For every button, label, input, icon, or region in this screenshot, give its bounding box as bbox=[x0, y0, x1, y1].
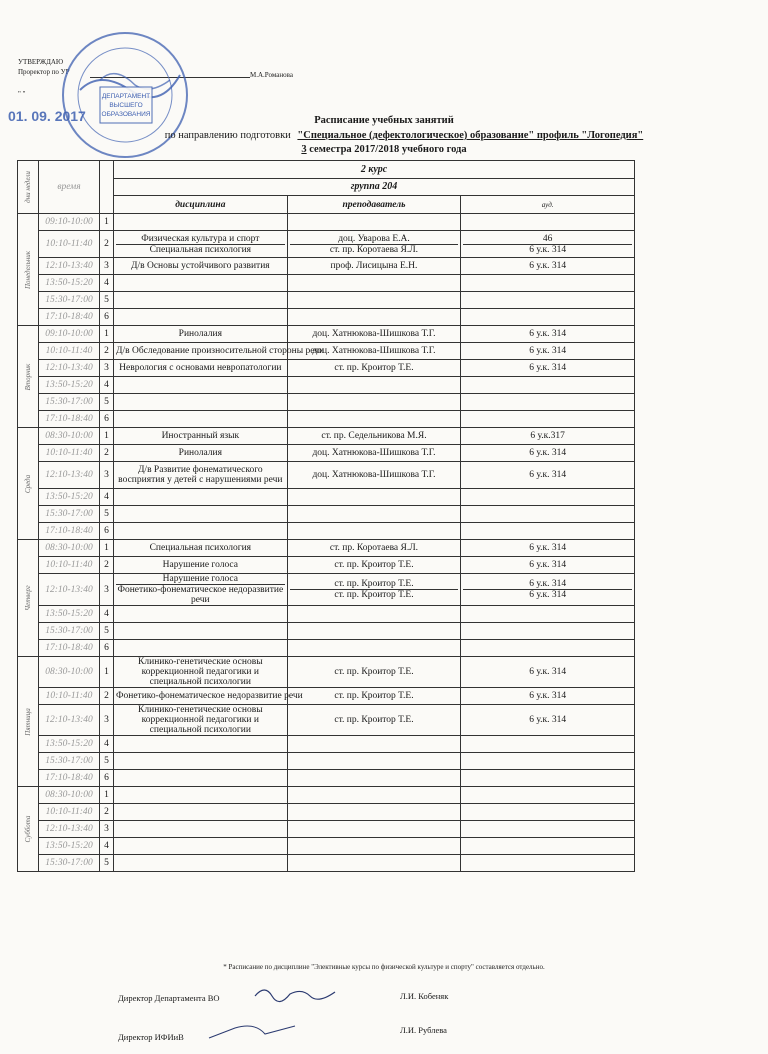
pair-number: 1 bbox=[100, 657, 114, 688]
time-cell: 10:10-11:40 bbox=[39, 231, 100, 258]
room-cell bbox=[461, 523, 635, 540]
table-row bbox=[18, 275, 635, 292]
time-cell: 12:10-13:40 bbox=[39, 462, 100, 489]
discipline-cell bbox=[114, 540, 288, 557]
room-cell bbox=[461, 462, 635, 489]
table-row bbox=[18, 377, 635, 394]
room-cell-text: 6 у.к. 314 bbox=[529, 448, 567, 458]
room-cell bbox=[461, 623, 635, 640]
pair-number: 2 bbox=[100, 231, 114, 258]
pair-number: 3 bbox=[100, 705, 114, 736]
teacher-cell bbox=[287, 574, 461, 606]
time-cell: 13:50-15:20 bbox=[39, 838, 100, 855]
semester-number: 3 bbox=[301, 144, 307, 155]
teacher-cell bbox=[287, 445, 461, 462]
room-cell-text: 6 у.к. 314 bbox=[529, 667, 567, 677]
room-cell-text-2: 6 у.к. 314 bbox=[463, 589, 632, 600]
table-row bbox=[18, 705, 635, 736]
teacher-cell bbox=[287, 258, 461, 275]
table-row bbox=[18, 394, 635, 411]
pair-number: 1 bbox=[100, 214, 114, 231]
room-cell-text: 6 у.к. 314 bbox=[529, 691, 567, 701]
time-cell: 13:50-15:20 bbox=[39, 377, 100, 394]
table-row bbox=[18, 557, 635, 574]
room-cell bbox=[461, 557, 635, 574]
teacher-cell bbox=[287, 394, 461, 411]
room-cell bbox=[461, 804, 635, 821]
teacher-cell-text: доц. Хатнюкова-Шишкова Т.Г. bbox=[312, 329, 436, 339]
room-cell-text: 6 у.к. 314 bbox=[529, 579, 567, 589]
time-cell: 09:10-10:00 bbox=[39, 326, 100, 343]
discipline-cell bbox=[114, 394, 288, 411]
day-cell: Суббота bbox=[18, 787, 39, 872]
room-cell-text: 6 у.к. 314 bbox=[529, 261, 567, 271]
teacher-cell bbox=[287, 292, 461, 309]
table-row bbox=[18, 231, 635, 258]
date-mark: " " bbox=[18, 90, 26, 98]
room-cell bbox=[461, 394, 635, 411]
teacher-cell-text: ст. пр. Седельникова М.Я. bbox=[321, 431, 427, 441]
teacher-cell bbox=[287, 657, 461, 688]
time-cell: 15:30-17:00 bbox=[39, 292, 100, 309]
time-cell: 13:50-15:20 bbox=[39, 736, 100, 753]
pair-number: 2 bbox=[100, 557, 114, 574]
pair-number: 1 bbox=[100, 326, 114, 343]
table-row bbox=[18, 821, 635, 838]
table-row bbox=[18, 445, 635, 462]
table-row bbox=[18, 623, 635, 640]
room-cell bbox=[461, 688, 635, 705]
discipline-cell-text: Специальная психология bbox=[149, 543, 252, 553]
discipline-cell bbox=[114, 214, 288, 231]
prorector-name: М.А.Романова bbox=[250, 71, 293, 79]
discipline-cell bbox=[114, 855, 288, 872]
table-row bbox=[18, 506, 635, 523]
table-row bbox=[18, 309, 635, 326]
room-cell bbox=[461, 428, 635, 445]
time-cell: 10:10-11:40 bbox=[39, 688, 100, 705]
discipline-cell bbox=[114, 804, 288, 821]
teacher-cell-text: доц. Хатнюкова-Шишкова Т.Г. bbox=[312, 470, 436, 480]
stamp-line-2: ВЫСШЕГО bbox=[109, 102, 143, 109]
room-cell bbox=[461, 606, 635, 623]
time-cell: 12:10-13:40 bbox=[39, 258, 100, 275]
pair-number: 5 bbox=[100, 753, 114, 770]
time-cell: 13:50-15:20 bbox=[39, 606, 100, 623]
discipline-cell-text: Нарушение голоса bbox=[162, 574, 238, 584]
group-label: группа 204 bbox=[114, 178, 635, 196]
approve-label: УТВЕРЖДАЮ bbox=[18, 58, 64, 66]
pair-number: 5 bbox=[100, 855, 114, 872]
discipline-cell bbox=[114, 787, 288, 804]
pair-number: 2 bbox=[100, 445, 114, 462]
table-row bbox=[18, 688, 635, 705]
teacher-cell bbox=[287, 309, 461, 326]
room-cell bbox=[461, 753, 635, 770]
discipline-cell bbox=[114, 428, 288, 445]
teacher-cell-text: проф. Лисицына Е.Н. bbox=[330, 261, 418, 271]
table-row bbox=[18, 540, 635, 557]
discipline-cell-text: Клинико-генетические основы коррекционной педагогики и специальной психологии bbox=[138, 705, 263, 735]
discipline-cell-text-2: Фонетико-фонематическое недоразвитие речи bbox=[117, 585, 284, 605]
pair-number: 6 bbox=[100, 309, 114, 326]
teacher-cell bbox=[287, 640, 461, 657]
room-cell bbox=[461, 377, 635, 394]
teacher-cell bbox=[287, 214, 461, 231]
room-cell bbox=[461, 309, 635, 326]
teacher-cell-text-2: ст. пр. Кроитор Т.Е. bbox=[290, 589, 459, 600]
room-cell bbox=[461, 292, 635, 309]
schedule-table bbox=[17, 160, 635, 872]
table-row bbox=[18, 343, 635, 360]
teacher-cell-text: доц. Хатнюкова-Шишкова Т.Г. bbox=[312, 448, 436, 458]
discipline-cell bbox=[114, 838, 288, 855]
schedule-title: Расписание учебных занятий bbox=[314, 115, 454, 126]
teacher-cell-text: ст. пр. Кроитор Т.Е. bbox=[334, 715, 414, 725]
pair-number: 2 bbox=[100, 688, 114, 705]
teacher-cell bbox=[287, 804, 461, 821]
time-cell: 10:10-11:40 bbox=[39, 804, 100, 821]
discipline-cell bbox=[114, 377, 288, 394]
discipline-cell bbox=[114, 688, 303, 705]
discipline-cell bbox=[114, 523, 288, 540]
day-cell: Вторник bbox=[18, 326, 39, 428]
table-row bbox=[18, 360, 635, 377]
teacher-cell-text: ст. пр. Коротаева Я.Л. bbox=[329, 543, 419, 553]
discipline-cell bbox=[114, 821, 288, 838]
pair-number: 1 bbox=[100, 428, 114, 445]
teacher-cell bbox=[287, 411, 461, 428]
pair-number: 3 bbox=[100, 821, 114, 838]
teacher-cell bbox=[287, 231, 461, 258]
footnote: * Расписание по дисциплине "Элективные курсы по физической культуре и спорту" составляется отдельно. bbox=[223, 963, 545, 971]
teacher-cell bbox=[287, 606, 461, 623]
head-time: время bbox=[39, 161, 100, 214]
time-cell: 15:30-17:00 bbox=[39, 855, 100, 872]
time-cell: 15:30-17:00 bbox=[39, 506, 100, 523]
time-cell: 13:50-15:20 bbox=[39, 275, 100, 292]
table-row bbox=[18, 804, 635, 821]
time-cell: 08:30-10:00 bbox=[39, 540, 100, 557]
course-label: 2 курс bbox=[114, 161, 635, 179]
discipline-cell bbox=[114, 770, 288, 787]
room-cell bbox=[461, 258, 635, 275]
room-cell bbox=[461, 574, 635, 606]
table-row bbox=[18, 838, 635, 855]
time-cell: 17:10-18:40 bbox=[39, 640, 100, 657]
discipline-cell-text: Ринолалия bbox=[178, 329, 222, 339]
teacher-cell bbox=[287, 688, 461, 705]
time-cell: 13:50-15:20 bbox=[39, 489, 100, 506]
room-cell-text: 46 bbox=[542, 233, 553, 244]
room-cell-text: 6 у.к. 314 bbox=[529, 470, 567, 480]
director1-title: Директор Департамента ВО bbox=[118, 993, 220, 1003]
discipline-cell-text-2: Специальная психология bbox=[116, 244, 285, 255]
pair-number: 4 bbox=[100, 736, 114, 753]
table-row bbox=[18, 523, 635, 540]
discipline-cell bbox=[114, 258, 288, 275]
discipline-cell-text: Д/в Основы устойчивого развития bbox=[130, 261, 270, 271]
room-cell bbox=[461, 540, 635, 557]
room-cell bbox=[461, 821, 635, 838]
room-cell bbox=[461, 787, 635, 804]
discipline-cell bbox=[114, 326, 288, 343]
time-cell: 10:10-11:40 bbox=[39, 445, 100, 462]
discipline-cell-text: Клинико-генетические основы коррекционной педагогики и специальной психологии bbox=[138, 657, 263, 687]
pair-number: 2 bbox=[100, 343, 114, 360]
discipline-cell bbox=[114, 231, 288, 258]
time-cell: 08:30-10:00 bbox=[39, 787, 100, 804]
teacher-cell-text: ст. пр. Кроитор Т.Е. bbox=[334, 579, 414, 589]
time-cell: 12:10-13:40 bbox=[39, 574, 100, 606]
director1-name: Л.И. Кобеняк bbox=[400, 991, 449, 1001]
discipline-cell-text: Фонетико-фонематическое недоразвитие речи bbox=[116, 691, 303, 701]
table-row bbox=[18, 640, 635, 657]
teacher-cell bbox=[287, 787, 461, 804]
table-row bbox=[18, 258, 635, 275]
discipline-cell-text: Д/в Обследование произносительной стороны речи bbox=[116, 346, 325, 356]
room-cell bbox=[461, 838, 635, 855]
director2-name: Л.И. Рублева bbox=[400, 1025, 447, 1035]
time-cell: 17:10-18:40 bbox=[39, 523, 100, 540]
pair-number: 4 bbox=[100, 489, 114, 506]
room-cell bbox=[461, 275, 635, 292]
teacher-cell bbox=[287, 506, 461, 523]
room-cell bbox=[461, 489, 635, 506]
pair-number: 6 bbox=[100, 411, 114, 428]
day-cell: Среда bbox=[18, 428, 39, 540]
program-name: "Специальное (дефектологическое) образование" профиль "Логопедия" bbox=[297, 130, 644, 141]
teacher-cell bbox=[287, 523, 461, 540]
discipline-cell-text: Физическая культура и спорт bbox=[141, 233, 260, 244]
time-cell: 08:30-10:00 bbox=[39, 657, 100, 688]
discipline-cell bbox=[114, 657, 288, 688]
time-cell: 12:10-13:40 bbox=[39, 360, 100, 377]
teacher-cell-text: доц. Хатнюкова-Шишкова Т.Г. bbox=[312, 346, 436, 356]
discipline-cell-text: Д/в Развитие фонематического восприятия у детей с нарушениями речи bbox=[118, 465, 283, 485]
room-cell bbox=[461, 855, 635, 872]
teacher-cell bbox=[287, 326, 461, 343]
room-cell-text: 6 у.к.317 bbox=[530, 431, 565, 441]
time-cell: 17:10-18:40 bbox=[39, 309, 100, 326]
discipline-cell bbox=[114, 557, 288, 574]
table-row bbox=[18, 753, 635, 770]
time-cell: 17:10-18:40 bbox=[39, 411, 100, 428]
teacher-cell bbox=[287, 623, 461, 640]
teacher-cell bbox=[287, 540, 461, 557]
discipline-cell bbox=[114, 623, 288, 640]
pair-number: 2 bbox=[100, 804, 114, 821]
signature-1 bbox=[250, 982, 340, 1004]
room-cell-text-2: 6 у.к. 314 bbox=[463, 244, 632, 255]
room-cell bbox=[461, 360, 635, 377]
teacher-cell bbox=[287, 428, 461, 445]
teacher-cell bbox=[287, 770, 461, 787]
teacher-cell-text: доц. Уварова Е.А. bbox=[338, 233, 410, 244]
pair-number: 5 bbox=[100, 623, 114, 640]
room-cell bbox=[461, 411, 635, 428]
discipline-cell bbox=[114, 736, 288, 753]
discipline-cell bbox=[114, 292, 288, 309]
discipline-cell bbox=[114, 753, 288, 770]
room-cell-text: 6 у.к. 314 bbox=[529, 543, 567, 553]
discipline-cell bbox=[114, 462, 288, 489]
pair-number: 5 bbox=[100, 506, 114, 523]
head-day: дни недели bbox=[18, 161, 39, 214]
room-cell bbox=[461, 506, 635, 523]
director2-title: Директор ИФИиВ bbox=[118, 1032, 184, 1042]
room-cell bbox=[461, 214, 635, 231]
stamp-line-3: ОБРАЗОВАНИЯ bbox=[101, 111, 151, 118]
semester-text: семестра 2017/2018 учебного года bbox=[309, 144, 467, 155]
table-row bbox=[18, 855, 635, 872]
teacher-cell-text: ст. пр. Кроитор Т.Е. bbox=[334, 667, 414, 677]
stamp-line-1: ДЕПАРТАМЕНТ bbox=[101, 93, 151, 100]
teacher-cell bbox=[287, 343, 461, 360]
pair-number: 1 bbox=[100, 787, 114, 804]
time-cell: 17:10-18:40 bbox=[39, 770, 100, 787]
teacher-cell bbox=[287, 360, 461, 377]
teacher-cell bbox=[287, 736, 461, 753]
program-line bbox=[40, 130, 768, 141]
pair-number: 6 bbox=[100, 640, 114, 657]
teacher-cell bbox=[287, 838, 461, 855]
room-cell-text: 6 у.к. 314 bbox=[529, 346, 567, 356]
discipline-cell-text: Нарушение голоса bbox=[162, 560, 238, 570]
day-cell: Понедельник bbox=[18, 214, 39, 326]
teacher-cell bbox=[287, 753, 461, 770]
teacher-cell bbox=[287, 275, 461, 292]
pair-number: 6 bbox=[100, 770, 114, 787]
table-row bbox=[18, 489, 635, 506]
discipline-cell bbox=[114, 445, 288, 462]
room-cell bbox=[461, 343, 635, 360]
teacher-cell-text: ст. пр. Кроитор Т.Е. bbox=[334, 691, 414, 701]
pair-number: 5 bbox=[100, 394, 114, 411]
teacher-cell bbox=[287, 462, 461, 489]
day-cell: Четверг bbox=[18, 540, 39, 657]
discipline-cell bbox=[114, 489, 288, 506]
room-cell bbox=[461, 640, 635, 657]
room-cell bbox=[461, 657, 635, 688]
pair-number: 4 bbox=[100, 275, 114, 292]
table-row bbox=[18, 657, 635, 688]
pair-number: 3 bbox=[100, 574, 114, 606]
table-row bbox=[18, 574, 635, 606]
discipline-cell bbox=[114, 705, 288, 736]
teacher-cell bbox=[287, 855, 461, 872]
room-cell bbox=[461, 705, 635, 736]
signature-2 bbox=[205, 1020, 305, 1044]
discipline-cell-text: Ринолалия bbox=[178, 448, 222, 458]
time-cell: 15:30-17:00 bbox=[39, 623, 100, 640]
table-row bbox=[18, 411, 635, 428]
day-cell: Пятница bbox=[18, 657, 39, 787]
discipline-cell bbox=[114, 506, 288, 523]
discipline-cell bbox=[114, 606, 288, 623]
discipline-cell bbox=[114, 411, 288, 428]
pair-number: 3 bbox=[100, 360, 114, 377]
table-row bbox=[18, 606, 635, 623]
teacher-cell-text: ст. пр. Кроитор Т.Е. bbox=[334, 560, 414, 570]
pair-number: 3 bbox=[100, 258, 114, 275]
teacher-cell bbox=[287, 821, 461, 838]
col-teacher: преподаватель bbox=[287, 196, 461, 214]
table-header-course bbox=[18, 161, 635, 179]
time-cell: 08:30-10:00 bbox=[39, 428, 100, 445]
pair-number: 1 bbox=[100, 540, 114, 557]
discipline-cell bbox=[114, 309, 288, 326]
prorector-label: Проректор по УР bbox=[18, 68, 70, 76]
teacher-cell bbox=[287, 377, 461, 394]
table-row bbox=[18, 736, 635, 753]
table-row bbox=[18, 428, 635, 445]
time-cell: 15:30-17:00 bbox=[39, 394, 100, 411]
time-cell: 12:10-13:40 bbox=[39, 705, 100, 736]
table-row bbox=[18, 770, 635, 787]
time-cell: 10:10-11:40 bbox=[39, 343, 100, 360]
time-cell: 15:30-17:00 bbox=[39, 753, 100, 770]
table-row bbox=[18, 462, 635, 489]
room-cell-text: 6 у.к. 314 bbox=[529, 329, 567, 339]
pair-number: 4 bbox=[100, 838, 114, 855]
head-num bbox=[100, 161, 114, 214]
discipline-cell bbox=[114, 574, 288, 606]
time-cell: 09:10-10:00 bbox=[39, 214, 100, 231]
discipline-cell bbox=[114, 360, 288, 377]
time-cell: 12:10-13:40 bbox=[39, 821, 100, 838]
teacher-cell-text: ст. пр. Кроитор Т.Е. bbox=[334, 363, 414, 373]
semester-line bbox=[0, 144, 768, 155]
room-cell bbox=[461, 445, 635, 462]
teacher-cell bbox=[287, 705, 461, 736]
discipline-cell bbox=[114, 275, 288, 292]
discipline-cell bbox=[114, 343, 325, 360]
discipline-cell-text: Неврология с основами невропатологии bbox=[119, 363, 282, 373]
pair-number: 4 bbox=[100, 606, 114, 623]
program-prefix: по направлению подготовки bbox=[164, 130, 291, 141]
room-cell-text: 6 у.к. 314 bbox=[529, 715, 567, 725]
pair-number: 3 bbox=[100, 462, 114, 489]
col-room: ауд. bbox=[461, 196, 635, 214]
room-cell-text: 6 у.к. 314 bbox=[529, 560, 567, 570]
teacher-cell-text-2: ст. пр. Коротаева Я.Л. bbox=[290, 244, 459, 255]
table-row bbox=[18, 326, 635, 343]
table-row bbox=[18, 214, 635, 231]
stamp-date: 01. 09. 2017 bbox=[8, 108, 86, 124]
teacher-cell bbox=[287, 557, 461, 574]
pair-number: 5 bbox=[100, 292, 114, 309]
discipline-cell-text: Иностранный язык bbox=[161, 431, 240, 441]
pair-number: 4 bbox=[100, 377, 114, 394]
table-row bbox=[18, 787, 635, 804]
table-row bbox=[18, 292, 635, 309]
room-cell-text: 6 у.к. 314 bbox=[529, 363, 567, 373]
room-cell bbox=[461, 736, 635, 753]
time-cell: 10:10-11:40 bbox=[39, 557, 100, 574]
discipline-cell bbox=[114, 640, 288, 657]
col-discipline: дисциплина bbox=[114, 196, 288, 214]
room-cell bbox=[461, 326, 635, 343]
room-cell bbox=[461, 770, 635, 787]
pair-number: 6 bbox=[100, 523, 114, 540]
teacher-cell bbox=[287, 489, 461, 506]
room-cell bbox=[461, 231, 635, 258]
